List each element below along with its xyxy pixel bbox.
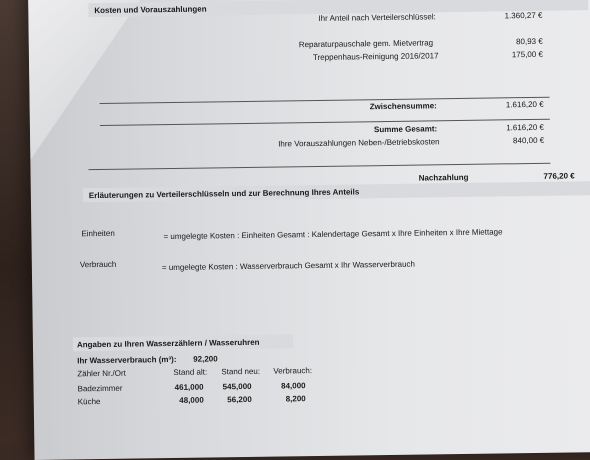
meter-new: 545,000 — [222, 381, 252, 392]
cost-row-value: 175,00 € — [511, 49, 544, 60]
share-value: 1.360,27 € — [504, 10, 543, 21]
explain-text: = umgelegte Kosten : Wasserverbrauch Gesamt x Ihr Wasserverbrauch — [161, 259, 416, 273]
meter-header: Zähler Nr./Ort — [77, 368, 126, 379]
explain-key: Einheiten — [81, 228, 115, 239]
explain-key: Verbrauch — [79, 259, 117, 270]
statement-page — [28, 0, 590, 460]
meter-header: Stand neu: — [221, 366, 261, 377]
divider-line — [89, 163, 551, 170]
water-usage-value: 92,200 — [193, 354, 218, 364]
water-title: Angaben zu Ihren Wasserzählern / Wasseruhren — [76, 337, 260, 350]
meter-new: 56,200 — [227, 394, 252, 405]
meter-location: Badezimmer — [77, 383, 123, 394]
costs-title: Kosten und Vorauszahlungen — [94, 4, 207, 16]
explain-text: = umgelegte Kosten : Einheiten Gesamt : Kalendertage Gesamt x Ihre Einheiten x Ihre Miettage — [163, 227, 503, 242]
total-label: Summe Gesamt: — [373, 124, 438, 135]
cost-row-label: Treppenhaus-Reinigung 2016/2017 — [312, 51, 439, 63]
subtotal-value: 1.616,20 € — [505, 99, 544, 110]
cost-row-value: 80,93 € — [516, 36, 543, 47]
meter-old: 461,000 — [174, 382, 204, 392]
meter-usage: 84,000 — [281, 381, 306, 391]
folded-page-corner — [28, 0, 150, 160]
water-usage-label: Ihr Wasserverbrauch (m³): — [77, 354, 177, 366]
prepay-label: Ihre Vorauszahlungen Neben-/Betriebskosten — [278, 137, 440, 149]
meter-header: Verbrauch: — [273, 366, 313, 376]
meter-location: Küche — [77, 397, 101, 407]
meter-header: Stand alt: — [173, 367, 208, 378]
meter-old: 48,000 — [179, 395, 204, 405]
total-value: 1.616,20 € — [506, 122, 545, 133]
prepay-value: 840,00 € — [512, 135, 545, 146]
explain-title: Erläuterungen zu Verteilerschlüsseln und zur Berechnung Ihres Anteils — [88, 187, 360, 201]
subtotal-label: Zwischensumme: — [369, 101, 437, 112]
due-value: 776,20 € — [543, 171, 575, 181]
share-label: Ihr Anteil nach Verteilerschlüssel: — [318, 12, 436, 23]
meter-usage: 8,200 — [285, 394, 306, 404]
due-label: Nachzahlung — [418, 172, 469, 183]
cost-row-label: Reparaturpauschale gem. Mietvertrag — [298, 38, 434, 50]
